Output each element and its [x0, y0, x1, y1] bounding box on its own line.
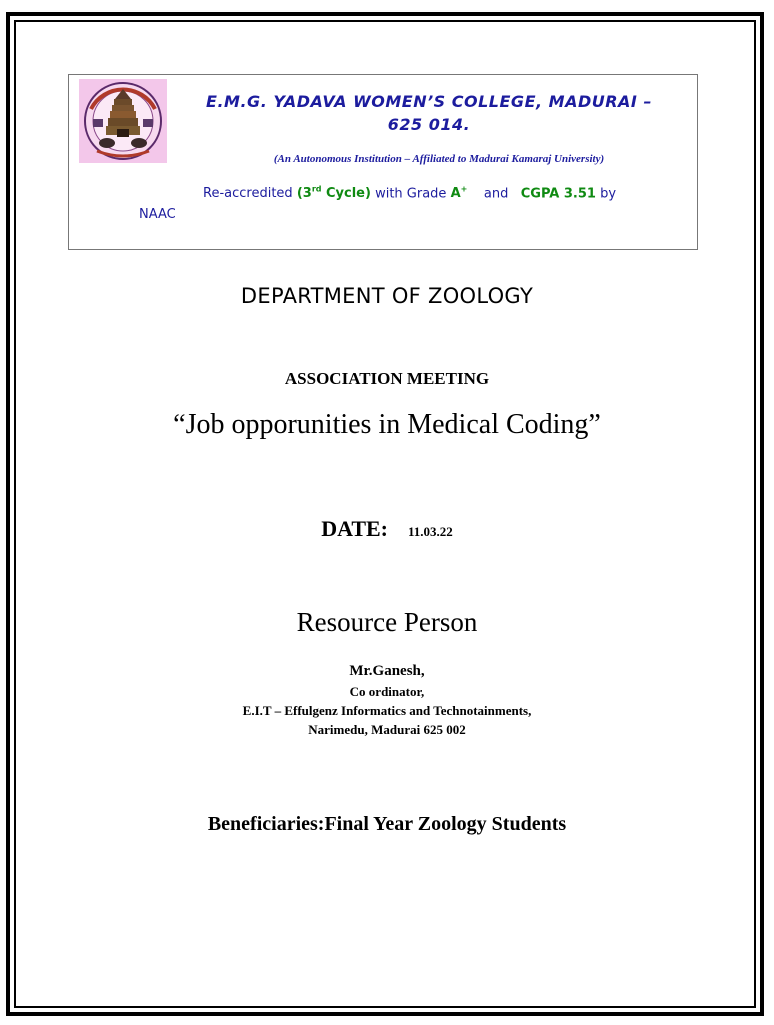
accreditation-prefix: Re-accredited: [203, 186, 297, 202]
accreditation-by: by: [595, 186, 617, 202]
accreditation-naac: NAAC: [139, 207, 176, 223]
accreditation-grade: A+: [450, 185, 468, 202]
department-title: DEPARTMENT OF ZOOLOGY: [240, 284, 534, 308]
accreditation-cgpa: CGPA 3.51: [520, 186, 596, 202]
event-date: [0, 516, 774, 542]
date-label: DATE:: [321, 516, 389, 541]
resource-person-title: Resource Person: [296, 607, 478, 637]
accreditation-and: and: [483, 186, 509, 202]
college-name: E.M.G. YADAVA WOMEN’S COLLEGE, MADURAI – 625 014.: [206, 92, 652, 134]
date-value: 11.03.22: [408, 524, 453, 539]
accreditation-line: [139, 179, 693, 225]
beneficiaries: Beneficiaries:Final Year Zoology Students: [207, 813, 567, 835]
accreditation-cycle: (3rd Cycle): [296, 185, 371, 202]
accreditation-with-grade: with Grade: [370, 186, 451, 202]
event-type: ASSOCIATION MEETING: [284, 369, 490, 388]
college-emblem-icon: [79, 79, 167, 163]
resource-person-address: Narimedu, Madurai 625 002: [308, 722, 466, 737]
resource-person-role: Co ordinator,: [349, 684, 425, 699]
college-header: [68, 74, 698, 250]
resource-person-organization: E.I.T – Effulgenz Informatics and Technotainments,: [242, 703, 532, 718]
college-affiliation: (An Autonomous Institution – Affiliated to Madurai Kamaraj University): [273, 153, 605, 165]
resource-person-name: Mr.Ganesh,: [349, 663, 425, 679]
resource-person-details: [0, 661, 774, 739]
event-topic: “Job opporunities in Medical Coding”: [173, 409, 601, 440]
